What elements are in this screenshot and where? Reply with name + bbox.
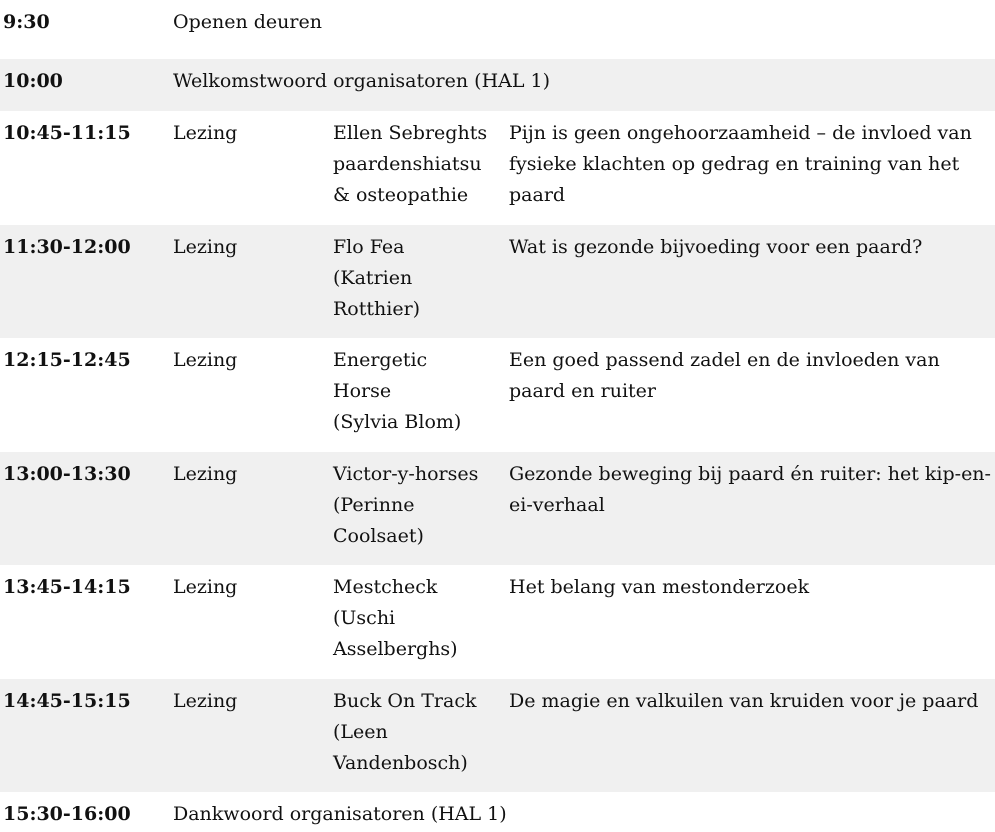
title-cell: Een goed passend zadel en de invloeden van paard en ruiter [509, 349, 940, 402]
speaker-cell: Energetic Horse (Sylvia Blom) [333, 349, 462, 433]
speaker-cell: Victor-y-horses (Perinne Coolsaet) [333, 463, 479, 547]
type-cell: Lezing [173, 122, 238, 144]
speaker-cell: Buck On Track (Leen Vandenbosch) [333, 690, 477, 774]
time-cell: 13:45-14:15 [3, 576, 131, 598]
time-cell: 12:15-12:45 [3, 349, 131, 371]
type-cell: Lezing [173, 463, 238, 485]
table-row [0, 452, 995, 565]
table-row [0, 565, 995, 679]
speaker-cell: Ellen Sebreghts paardenshiatsu & osteopathie [333, 122, 488, 206]
title-cell: De magie en valkuilen van kruiden voor je paard [509, 690, 979, 712]
title-cell: Gezonde beweging bij paard én ruiter: het kip-en- ei-verhaal [509, 463, 991, 516]
type-cell: Lezing [173, 576, 238, 598]
speaker-cell: Flo Fea (Katrien Rotthier) [333, 236, 421, 320]
time-cell: 10:00 [3, 70, 63, 92]
time-cell: 14:45-15:15 [3, 690, 131, 712]
event-cell: Dankwoord organisatoren (HAL 1) [173, 803, 507, 825]
speaker-cell: Mestcheck (Uschi Asselberghs) [333, 576, 458, 660]
title-cell: Wat is gezonde bijvoeding voor een paard? [509, 236, 923, 258]
type-cell: Lezing [173, 349, 238, 371]
table-row [0, 59, 995, 111]
event-cell: Openen deuren [173, 11, 322, 33]
time-cell: 9:30 [3, 11, 50, 33]
title-cell: Het belang van mestonderzoek [509, 576, 810, 598]
table-row [0, 111, 995, 225]
table-row [0, 0, 995, 59]
table-row [0, 792, 995, 832]
table-row [0, 225, 995, 338]
event-cell: Welkomstwoord organisatoren (HAL 1) [173, 70, 551, 92]
time-cell: 11:30-12:00 [3, 236, 131, 258]
title-cell: Pijn is geen ongehoorzaamheid – de invloed van fysieke klachten op gedrag en training van het paard [509, 122, 972, 206]
table-row [0, 338, 995, 452]
type-cell: Lezing [173, 690, 238, 712]
time-cell: 15:30-16:00 [3, 803, 131, 825]
time-cell: 10:45-11:15 [3, 122, 131, 144]
type-cell: Lezing [173, 236, 238, 258]
table-row [0, 679, 995, 792]
time-cell: 13:00-13:30 [3, 463, 131, 485]
